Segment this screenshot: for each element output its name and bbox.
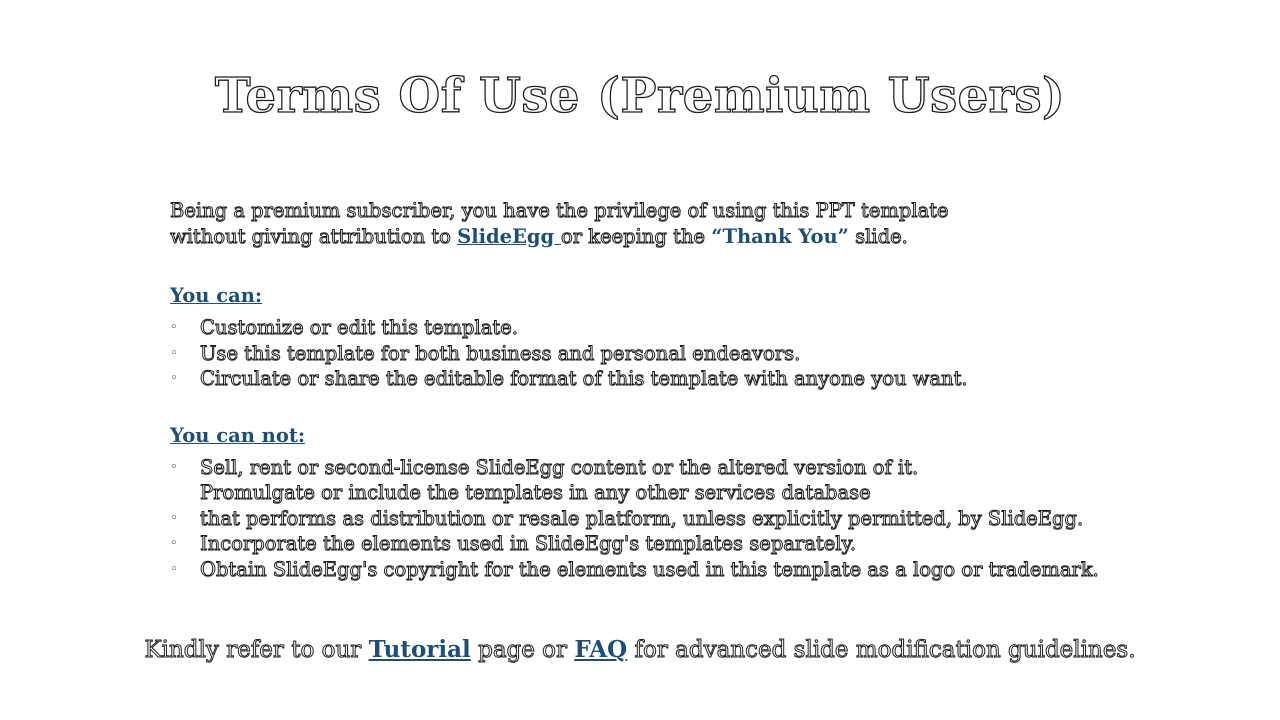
- list-item-text: Customize or edit this template.: [200, 316, 518, 339]
- footer-post: for advanced slide modification guidelines.: [627, 637, 1136, 663]
- faq-link[interactable]: FAQ: [574, 636, 628, 663]
- list-item: [170, 341, 1130, 367]
- intro-line-2-mid: or keeping the: [561, 225, 712, 248]
- list-item-text: Use this template for both business and personal endeavors.: [200, 341, 801, 365]
- bullet-icon: ◦: [170, 536, 178, 551]
- page-title: Terms Of Use (Premium Users): [214, 68, 1066, 124]
- bullet-icon: ◦: [170, 561, 178, 577]
- slideegg-link[interactable]: SlideEgg: [457, 225, 561, 248]
- list-item-text: Incorporate the elements used in SlideEgg's templates separately.: [200, 532, 857, 555]
- list-item: [170, 531, 1130, 557]
- list-item-text: that performs as distribution or resale platform, unless explicitly permitted, by SlideEgg.: [200, 506, 1084, 530]
- intro-line-2-pre: without giving attribution to: [170, 225, 458, 248]
- terms-content: [170, 198, 1130, 582]
- footer-mid: page or: [470, 637, 575, 663]
- list-item: [170, 455, 1130, 481]
- bullet-icon: ◦: [170, 345, 178, 361]
- list-continuation-text: Promulgate or include the templates in any other services database: [200, 481, 871, 504]
- intro-line-2-post: slide.: [848, 225, 908, 248]
- list-item-text: Sell, rent or second-license SlideEgg content or the altered version of it.: [200, 455, 919, 479]
- bullet-icon: ◦: [170, 371, 178, 386]
- intro-line-1: Being a premium subscriber, you have the privilege of using this PPT template: [170, 199, 949, 222]
- thank-you-text: “Thank You”: [711, 225, 849, 248]
- you-can-not-heading: You can not:: [170, 423, 306, 447]
- tutorial-link[interactable]: Tutorial: [368, 636, 471, 663]
- list-item-text: Circulate or share the editable format of this template with anyone you want.: [200, 367, 968, 390]
- bullet-icon: ◦: [170, 320, 178, 335]
- list-item: [170, 506, 1130, 532]
- you-can-heading: You can:: [170, 284, 263, 307]
- bullet-icon: ◦: [170, 510, 178, 526]
- you-can-not-list-continued: [170, 506, 1130, 583]
- intro-paragraph: [170, 198, 1130, 250]
- list-item: [170, 557, 1130, 583]
- list-item: [170, 366, 1130, 392]
- you-can-list: [170, 315, 1130, 392]
- bullet-icon: ◦: [170, 459, 178, 475]
- footer-pre: Kindly refer to our: [144, 637, 369, 663]
- you-can-not-list: [170, 455, 1130, 481]
- list-item-text: Obtain SlideEgg's copyright for the elements used in this template as a logo or trademark.: [200, 557, 1099, 581]
- footer-note: [0, 632, 1280, 668]
- list-item: [170, 315, 1130, 341]
